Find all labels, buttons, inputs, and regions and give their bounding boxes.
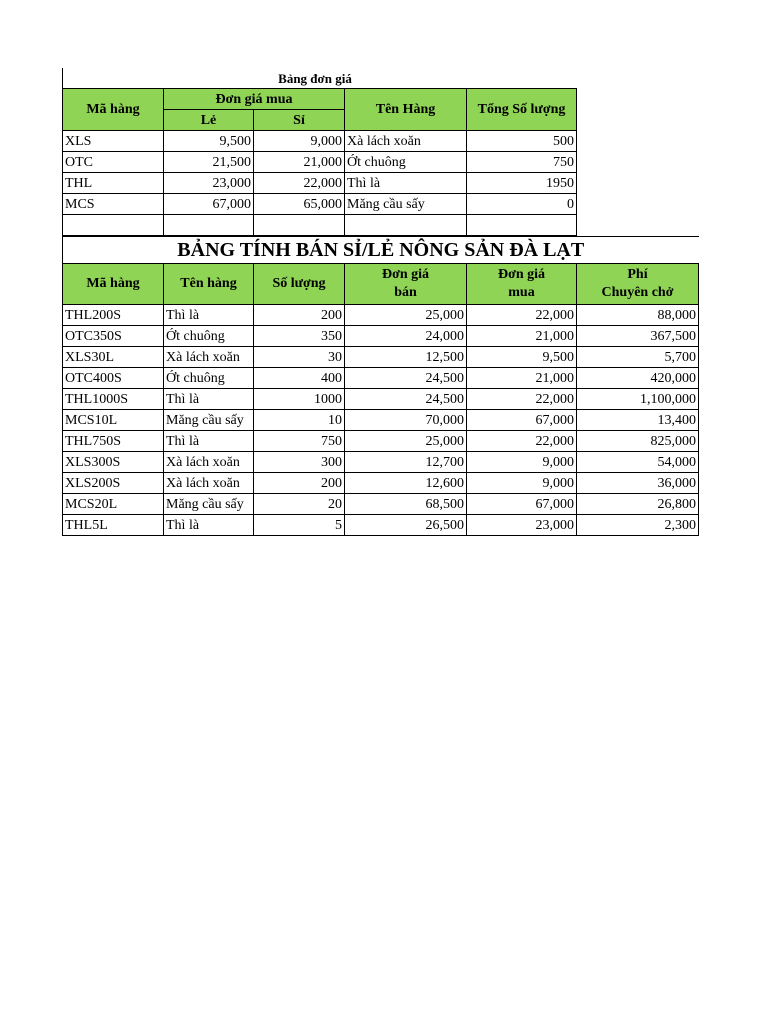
- cell-le: 23,000: [164, 173, 254, 194]
- cell-sell-price: 12,600: [345, 473, 467, 494]
- cell-shipping-fee: 88,000: [577, 305, 699, 326]
- cell-sell-price: 68,500: [345, 494, 467, 515]
- cell-total: 0: [467, 194, 577, 215]
- cell-le: 21,500: [164, 152, 254, 173]
- price-table-title: Bảng đơn giá: [278, 70, 352, 86]
- cell-buy-price: 9,000: [467, 452, 577, 473]
- cell-si: 21,000: [254, 152, 345, 173]
- cell-sell-price: 12,500: [345, 347, 467, 368]
- table-row: [63, 194, 699, 215]
- cell-buy-price: 23,000: [467, 515, 577, 536]
- header-don-gia-ban: [345, 264, 467, 305]
- cell-name: Thì là: [345, 173, 467, 194]
- cell-sell-price: 70,000: [345, 410, 467, 431]
- header-le: Lẻ: [164, 110, 254, 131]
- cell-qty: 200: [254, 473, 345, 494]
- table-row: [63, 431, 699, 452]
- cell-buy-price: 21,000: [467, 326, 577, 347]
- header-ten-hang: Tên Hàng: [345, 89, 467, 131]
- cell-shipping-fee: 26,800: [577, 494, 699, 515]
- header-don-gia-mua-line2: mua: [508, 285, 535, 300]
- cell-name: Thì là: [164, 389, 254, 410]
- cell-buy-price: 9,500: [467, 347, 577, 368]
- empty-cell: [164, 215, 254, 236]
- cell-shipping-fee: 13,400: [577, 410, 699, 431]
- cell-name: Ớt chuông: [164, 368, 254, 389]
- cell-name: Xà lách xoăn: [164, 473, 254, 494]
- cell-qty: 750: [254, 431, 345, 452]
- cell-code: OTC: [63, 152, 164, 173]
- header-don-gia-mua: [467, 264, 577, 305]
- cell-qty: 30: [254, 347, 345, 368]
- cell-le: 67,000: [164, 194, 254, 215]
- cell-name: Ớt chuông: [164, 326, 254, 347]
- cell-name: Ớt chuông: [345, 152, 467, 173]
- cell-code: MCS: [63, 194, 164, 215]
- table-row: [63, 152, 699, 173]
- header-so-luong: Số lượng: [254, 264, 345, 305]
- cell-shipping-fee: 54,000: [577, 452, 699, 473]
- header-don-gia-ban-line2: bán: [394, 285, 417, 300]
- cell-buy-price: 22,000: [467, 305, 577, 326]
- cell-sell-price: 24,500: [345, 368, 467, 389]
- cell-total: 750: [467, 152, 577, 173]
- empty-cell: [345, 215, 467, 236]
- table-row: [63, 131, 699, 152]
- cell-sell-price: 24,000: [345, 326, 467, 347]
- cell-code: THL1000S: [63, 389, 164, 410]
- cell-name: Măng cầu sấy: [164, 494, 254, 515]
- cell-buy-price: 67,000: [467, 410, 577, 431]
- cell-buy-price: 67,000: [467, 494, 577, 515]
- header-phi-line1: Phí: [627, 267, 648, 282]
- cell-code: OTC400S: [63, 368, 164, 389]
- cell-sell-price: 25,000: [345, 305, 467, 326]
- cell-shipping-fee: 36,000: [577, 473, 699, 494]
- header-don-gia-mua: Đơn giá mua: [164, 89, 345, 110]
- cell-name: Xà lách xoăn: [164, 347, 254, 368]
- table-row: [63, 347, 699, 368]
- empty-cell: [63, 215, 164, 236]
- empty-cell: [254, 215, 345, 236]
- cell-si: 22,000: [254, 173, 345, 194]
- cell-qty: 20: [254, 494, 345, 515]
- cell-qty: 10: [254, 410, 345, 431]
- sales-table: [62, 236, 699, 536]
- cell-buy-price: 22,000: [467, 389, 577, 410]
- cell-shipping-fee: 825,000: [577, 431, 699, 452]
- cell-code: THL: [63, 173, 164, 194]
- cell-qty: 400: [254, 368, 345, 389]
- header-ma-hang: Mã hàng: [63, 89, 164, 131]
- cell-code: XLS: [63, 131, 164, 152]
- cell-total: 1950: [467, 173, 577, 194]
- cell-si: 65,000: [254, 194, 345, 215]
- table-row: [63, 473, 699, 494]
- table-row: [63, 494, 699, 515]
- cell-name: Xà lách xoăn: [345, 131, 467, 152]
- cell-name: Măng cầu sấy: [164, 410, 254, 431]
- cell-name: Thì là: [164, 515, 254, 536]
- header-phi-chuyen-cho: [577, 264, 699, 305]
- cell-qty: 350: [254, 326, 345, 347]
- cell-buy-price: 9,000: [467, 473, 577, 494]
- table-row: [63, 515, 699, 536]
- table-row: [63, 368, 699, 389]
- cell-shipping-fee: 367,500: [577, 326, 699, 347]
- cell-sell-price: 12,700: [345, 452, 467, 473]
- cell-code: THL5L: [63, 515, 164, 536]
- cell-shipping-fee: 5,700: [577, 347, 699, 368]
- cell-sell-price: 25,000: [345, 431, 467, 452]
- cell-qty: 5: [254, 515, 345, 536]
- cell-shipping-fee: 2,300: [577, 515, 699, 536]
- table-row: [63, 452, 699, 473]
- sales-table-body: [63, 305, 699, 536]
- cell-code: MCS20L: [63, 494, 164, 515]
- header-ten-hang: Tên hàng: [164, 264, 254, 305]
- cell-qty: 300: [254, 452, 345, 473]
- cell-total: 500: [467, 131, 577, 152]
- cell-code: THL750S: [63, 431, 164, 452]
- table-row: [63, 326, 699, 347]
- cell-name: Măng cầu sấy: [345, 194, 467, 215]
- cell-sell-price: 24,500: [345, 389, 467, 410]
- table-row: [63, 173, 699, 194]
- cell-shipping-fee: 1,100,000: [577, 389, 699, 410]
- header-don-gia-mua-line1: Đơn giá: [497, 267, 546, 282]
- cell-code: XLS200S: [63, 473, 164, 494]
- cell-code: OTC350S: [63, 326, 164, 347]
- cell-code: XLS300S: [63, 452, 164, 473]
- cell-code: XLS30L: [63, 347, 164, 368]
- table-row: [63, 305, 699, 326]
- header-ma-hang: Mã hàng: [63, 264, 164, 305]
- cell-shipping-fee: 420,000: [577, 368, 699, 389]
- sales-table-title: BẢNG TÍNH BÁN SỈ/LẺ NÔNG SẢN ĐÀ LẠT: [63, 237, 699, 264]
- cell-qty: 1000: [254, 389, 345, 410]
- cell-code: THL200S: [63, 305, 164, 326]
- price-table: [62, 68, 699, 236]
- cell-le: 9,500: [164, 131, 254, 152]
- cell-name: Thì là: [164, 305, 254, 326]
- cell-name: Xà lách xoăn: [164, 452, 254, 473]
- header-tong-so-luong: Tổng Số lượng: [467, 89, 577, 131]
- empty-cell: [467, 215, 577, 236]
- cell-qty: 200: [254, 305, 345, 326]
- cell-sell-price: 26,500: [345, 515, 467, 536]
- spreadsheet: [62, 68, 699, 536]
- table-row: [63, 389, 699, 410]
- cell-si: 9,000: [254, 131, 345, 152]
- table-row: [63, 410, 699, 431]
- cell-buy-price: 21,000: [467, 368, 577, 389]
- header-si: Sỉ: [254, 110, 345, 131]
- header-don-gia-ban-line1: Đơn giá: [381, 267, 430, 282]
- header-phi-line2: Chuyên chở: [601, 285, 674, 300]
- cell-code: MCS10L: [63, 410, 164, 431]
- cell-buy-price: 22,000: [467, 431, 577, 452]
- cell-name: Thì là: [164, 431, 254, 452]
